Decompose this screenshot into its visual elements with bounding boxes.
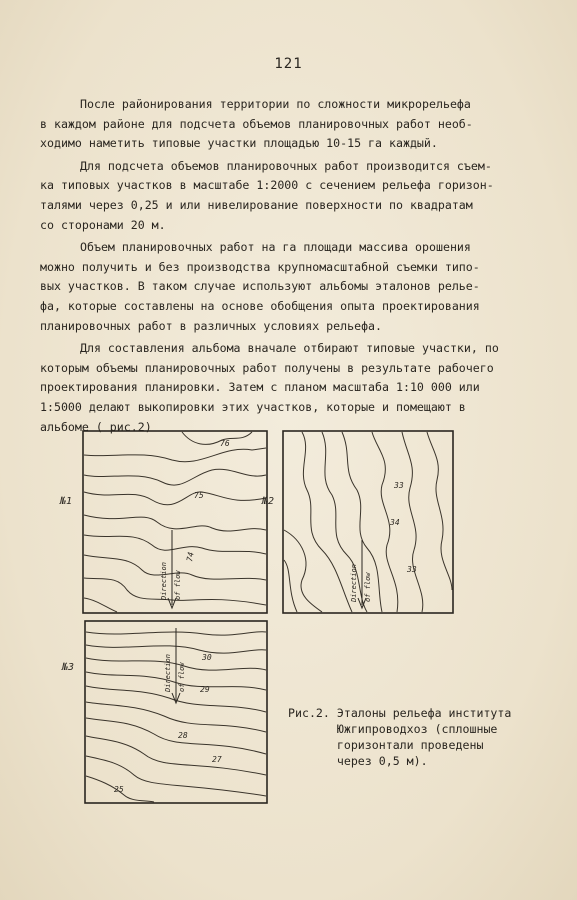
text-line: Для составления альбома вначале отбирают типовые участки, по <box>80 341 499 356</box>
text-line: проектирования планировки. Затем с планом масштаба 1:10 000 или <box>40 380 480 395</box>
paragraph-1 <box>40 95 540 154</box>
text-line: Объем планировочных работ на га площади массива орошения <box>80 240 471 255</box>
contour-label: 28 <box>178 731 188 740</box>
figure-3-label: №3 <box>62 662 75 673</box>
figure-1 <box>82 430 268 614</box>
figure-3 <box>84 620 268 804</box>
paragraph-3 <box>40 238 540 336</box>
arrow-label: Direction <box>164 654 172 692</box>
caption-line: горизонтали проведены <box>288 738 484 752</box>
contour-label: 33 <box>407 565 417 574</box>
arrow-label: Direction <box>160 562 168 600</box>
figure-caption <box>288 705 538 769</box>
contour-map-3 <box>84 620 268 804</box>
text-line: планировочных работ в различных условиях рельефа. <box>40 318 383 333</box>
text-line: альбоме ( рис.2) <box>40 419 152 434</box>
caption-line: через 0,5 м). <box>288 754 428 768</box>
text-line: После районирования территории по сложности микрорельефа <box>80 97 471 111</box>
paragraph-4 <box>40 339 540 437</box>
arrow-label: Direction <box>350 564 358 602</box>
caption-line: Рис.2. Эталоны рельефа института <box>288 706 512 720</box>
contour-label: 75 <box>194 491 204 500</box>
text-line: талями через 0,25 и или нивелирование поверхности по квадратам <box>40 197 473 212</box>
text-line: со сторонами 20 м. <box>40 217 166 232</box>
text-line: фа, которые составлены на основе обобщения опыта проектирования <box>40 298 480 313</box>
contour-label: 74 <box>185 551 196 563</box>
contour-map-2 <box>282 430 454 614</box>
body-text <box>40 95 540 440</box>
figure-2-label: №2 <box>262 496 275 507</box>
contour-label: 34 <box>390 518 400 527</box>
arrow-label: of flow <box>178 662 186 692</box>
contour-label: 33 <box>394 481 404 490</box>
text-line: вых участков. В таком случае используют альбомы эталонов релье- <box>40 279 480 294</box>
arrow-label: of flow <box>174 570 182 600</box>
contour-label: 29 <box>200 685 210 694</box>
figure-2 <box>282 430 454 614</box>
arrow-label: of flow <box>364 572 372 602</box>
contour-map-1 <box>82 430 268 614</box>
text-line: Для подсчета объемов планировочных работ производится съем- <box>80 158 492 173</box>
text-line: которым объемы планировочных работ получены в результате рабочего <box>40 360 494 375</box>
contour-label: 30 <box>202 653 212 662</box>
contour-label: 76 <box>220 439 230 448</box>
contour-label: 27 <box>212 755 222 764</box>
text-line: можно получить и без производства крупномасштабной съемки типо- <box>40 259 480 274</box>
contour-label: 25 <box>114 785 124 794</box>
paragraph-2 <box>40 157 540 235</box>
text-line: в каждом районе для подсчета объемов планировочных работ необ- <box>40 116 473 131</box>
figure-1-label: №1 <box>60 496 73 507</box>
text-line: ходимо наметить типовые участки площадью 10-15 га каждый. <box>40 136 438 151</box>
caption-line: Южгипроводхоз (сплошные <box>288 722 498 736</box>
page-number: 121 <box>274 56 303 72</box>
text-line: ка типовых участков в масштабе 1:2000 с сечением рельефа горизон- <box>40 178 494 193</box>
text-line: 1:5000 делают выкопировки этих участков, которые и помещают в <box>40 399 466 414</box>
